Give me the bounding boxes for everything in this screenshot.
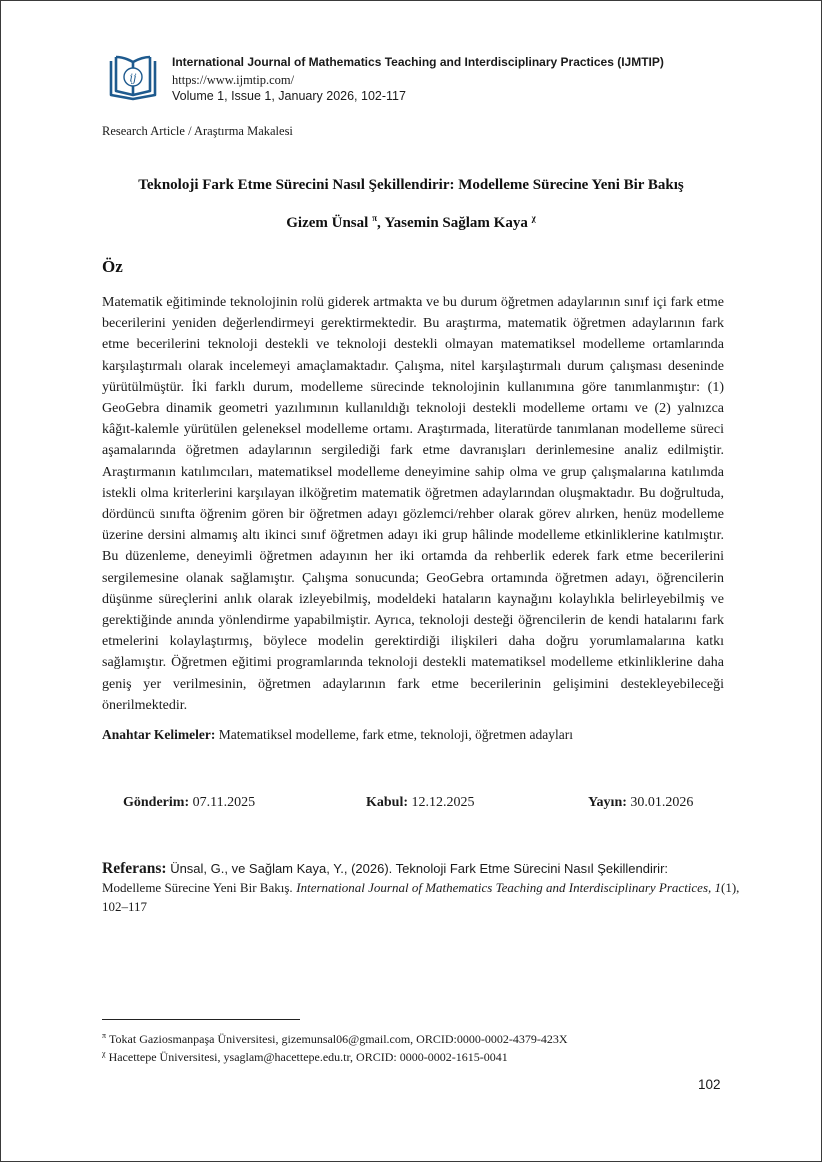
article-title: Teknoloji Fark Etme Sürecini Nasıl Şekillendirir: Modelleme Sürecine Yeni Bir Bakış bbox=[138, 177, 684, 193]
reference-journal: International Journal of Mathematics Teaching and Interdisciplinary Practices, 1 bbox=[296, 880, 722, 895]
footnote-text: Tokat Gaziosmanpaşa Üniversitesi, gizemunsal06@gmail.com, ORCID:0000-0002-4379-423X bbox=[109, 1032, 568, 1046]
reference-label: Referans: bbox=[102, 860, 167, 877]
journal-book-logo-icon bbox=[107, 53, 159, 101]
article-type: Research Article / Araştırma Makalesi bbox=[102, 124, 293, 138]
keywords-label: Anahtar Kelimeler: bbox=[102, 727, 216, 742]
footnote-divider bbox=[102, 1019, 300, 1020]
author-name: Yasemin Sağlam Kaya bbox=[384, 215, 528, 231]
keywords bbox=[102, 727, 742, 743]
submission-date-value: 07.11.2025 bbox=[192, 795, 256, 810]
reference-authors: Ünsal, G., ve Sağlam Kaya, Y., (2026). Teknoloji Fark Etme Sürecini Nasıl Şekillendirir: bbox=[170, 861, 669, 876]
reference-title-rest: Modelleme Sürecine Yeni Bir Bakış. bbox=[102, 880, 293, 895]
journal-issue-info: Volume 1, Issue 1, January 2026, 102-117 bbox=[172, 89, 406, 103]
author-list bbox=[1, 213, 821, 232]
author-affiliation-mark: χ bbox=[531, 213, 536, 223]
acceptance-date-label: Kabul: bbox=[366, 795, 409, 810]
svg-text:ij: ij bbox=[129, 71, 137, 85]
abstract-text: Matematik eğitiminde teknolojinin rolü giderek artmakta ve bu durum öğretmen adaylarının sınıf içi fark etme becerilerini yeniden değerlendirmeyi gerektirmektedir. Bu araştırma, matematik öğretmen adaylarının fark etme becerilerini teknoloji destekli ve teknoloji destekli olmayan matematiksel modelleme ortamlarında karşılaştırmalı olarak incelemeyi amaçlamaktadır. Çalışma, nitel karşılaştırmalı durum çalışması deseninde yürütülmüştür. İki farklı durum, modelleme sürecinde teknolojinin kullanımına göre tanımlanmıştır: (1) GeoGebra dinamik geometri yazılımının kullanıldığı teknoloji destekli modelleme ortamı ve (2) yalnızca kâğıt-kalemle yürütülen geleneksel modelleme ortamı. Araştırmada, literatürde tanımlanan modelleme süreci aşamalarında öğretmen adaylarının sergilediği fark etme davranışları derinlemesine analiz edilmiştir. Araştırmanın katılımcıları, matematiksel modelleme deneyimine sahip olma ve grup çalışmalarına katılımda istekli olma kriterlerini karşılayan ilköğretim matematik öğretmen adaylarından oluşmaktadır. Bu doğrultuda, dördüncü sınıfta öğrenim gören bir öğretmen adayı gözlemci/rehber olarak görev alırken, henüz modelleme üzerine dersini almamış altı ikinci sınıf öğretmen adayı iki grup hâlinde modelleme etkinliklerine katılmıştır. Bu düzenleme, deneyimli öğretmen adayının her iki ortamda da rehberlik ederek fark etme becerilerini sergilemesine olanak sağlamıştır. Çalışma sonucunda; GeoGebra ortamında öğretmen adayı, öğrencilerin düşünme süreçlerini anlık olarak izleyebilmiş, modeldeki hataların kaynağını kolaylıkla belirleyebilmiş ve gerektiğinde anında yönlendirme yapabilmiştir. Ayrıca, teknoloji desteği öğrencilerin de kendi hatalarını fark etmelerini kolaylaştırmış, böylece modelin gerektirdiği ilişkileri daha doğru yorumlamalarına katkı sağlamıştır. Öğretmen eğitimi programlarında teknoloji destekli matematiksel modelleme etkinliklerine daha geniş yer verilmesinin, öğretmen adaylarının fark etme becerilerinin gelişimini destekleyebileceği önerilmektedir. bbox=[102, 295, 724, 713]
footnote-mark: χ bbox=[102, 1049, 106, 1058]
citation-reference bbox=[102, 859, 742, 916]
acceptance-date bbox=[366, 795, 475, 811]
acceptance-date-value: 12.12.2025 bbox=[411, 795, 475, 810]
footnote-mark: π bbox=[102, 1031, 107, 1040]
author-separator: , bbox=[377, 215, 385, 231]
submission-date-label: Gönderim: bbox=[123, 795, 190, 810]
publication-date bbox=[588, 795, 693, 811]
author-name: Gizem Ünsal bbox=[286, 215, 369, 231]
abstract-heading: Öz bbox=[102, 257, 123, 276]
footnote-affiliation bbox=[102, 1049, 508, 1065]
journal-url[interactable]: https://www.ijmtip.com/ bbox=[172, 73, 295, 87]
author-affiliation-mark: π bbox=[372, 213, 377, 223]
footnote-text: Hacettepe Üniversitesi, ysaglam@hacettepe.edu.tr, ORCID: 0000-0002-1615-0041 bbox=[108, 1050, 508, 1064]
submission-date bbox=[123, 795, 255, 811]
journal-name: International Journal of Mathematics Teaching and Interdisciplinary Practices (IJMTIP) bbox=[172, 55, 664, 69]
footnote-affiliation bbox=[102, 1031, 568, 1047]
page-number: 102 bbox=[698, 1077, 721, 1092]
reference-issue-pages: (1), 102–117 bbox=[102, 880, 740, 914]
publication-date-value: 30.01.2026 bbox=[630, 795, 694, 810]
publication-date-label: Yayın: bbox=[588, 795, 627, 810]
keywords-text: Matematiksel modelleme, fark etme, teknoloji, öğretmen adayları bbox=[218, 727, 573, 742]
